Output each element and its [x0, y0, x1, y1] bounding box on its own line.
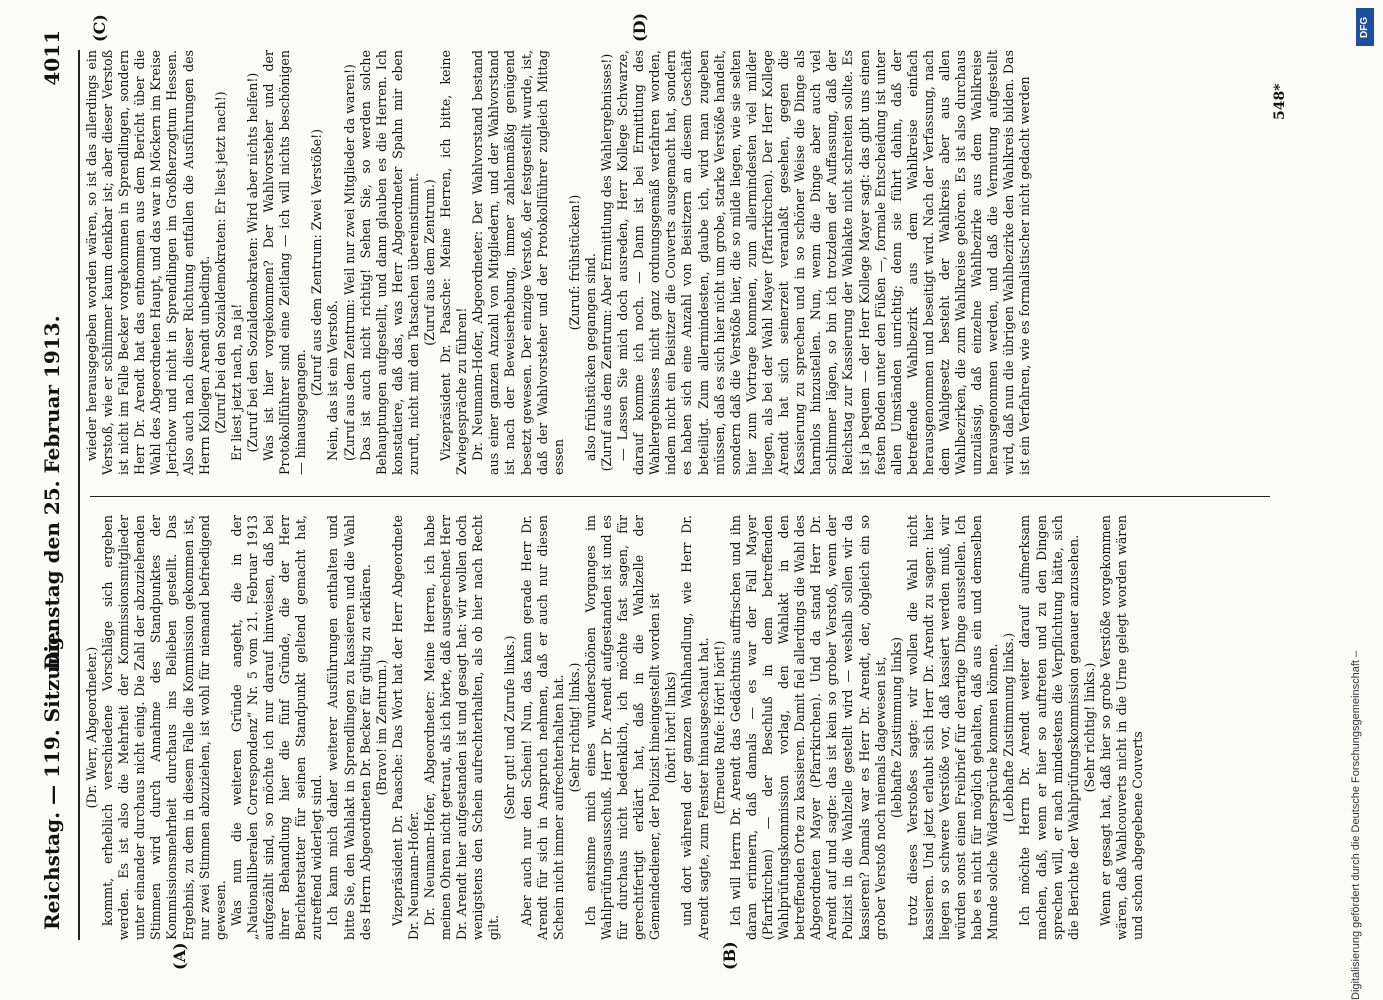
paragraph: Ich möchte Herrn Dr. Arendt weiter darauf aufmerksam machen, daß, wenn er hier so auftreten und zu den Dingen sprechen will, er nach mindestens die Verpflichtung hätte, sich die Berichte der Wahlprüfungskommission genauer anzusehen.: [1017, 515, 1081, 940]
paragraph: (Zuruf bei den Sozialdemokraten: Wird aber nichts helfen!): [244, 72, 260, 453]
paragraph: kommt, erheblich verschiedene Vorschläge sich ergeben werden. Es ist also die Mehrheit der Kommissionsmitglieder unter einander durchaus nicht einig. Die Zahl der abzuziehenden Stimmen wird durch Annahme des Standpunktes der Kommissionsmehrheit durchaus ins Belieben gestellt. Das Ergebnis, zu dem in diesem Falle die Kommission gekommen ist, nur zwei Stimmen abzuziehen, ist wohl für niemand befriedigend gewesen.: [100, 515, 228, 940]
paragraph: (Zuruf aus dem Zentrum.): [421, 179, 437, 346]
footer-mark: 548*: [1272, 83, 1288, 120]
paragraph: (Zuruf aus dem Zentrum: Weil nur zwei Mitglieder da waren!): [341, 64, 357, 461]
paragraph: Er liest jetzt nach, na ja!: [228, 303, 244, 461]
page-header: [34, 0, 74, 1000]
paragraph: also frühstücken gegangen sind.: [582, 253, 598, 461]
page-number: 4011: [40, 30, 64, 86]
paragraph: (hört! hört! links): [663, 671, 679, 784]
marker-b: (B): [720, 941, 739, 970]
marker-c: (C): [90, 14, 109, 42]
header-center: Dienstag den 25. Februar 1913.: [40, 315, 64, 670]
column-divider: [90, 496, 1270, 497]
paragraph: (Zuruf: frühstücken!): [566, 194, 582, 331]
paragraph: (Dr. Werr, Abgeordneter.): [84, 646, 99, 809]
marker-d: (D): [630, 12, 649, 42]
left-column: [84, 515, 1146, 940]
paragraph: Aber auch nur den Schein! Nun, das kann gerade Herr Dr. Arendt für sich in Anspruch nehmen, daß er auch nur diesen Schein nicht immer aufrechterhalten hat.: [518, 515, 566, 940]
dfg-logo: DFG: [1356, 8, 1374, 46]
paragraph: Vizepräsident Dr. Paasche: Meine Herren, ich bitte, keine Zwiegespräche zu führen!: [438, 50, 470, 475]
paragraph: Das ist auch nicht richtig! Sehen Sie, so werden solche Behauptungen aufgestellt, und dann glauben es die Herren. Ich konstatiere, daß das, was Herr Abgeordneter Spahn mir eben zuruft, nicht mit den Tatsachen übereinstimmt.: [357, 50, 421, 475]
header-left: Reichstag. — 119. Sitzung.: [40, 629, 64, 930]
paragraph: Was ist hier vorgekommen? Der Wahlvorsteher und der Protokollführer sind eine Zeitlang — ich will nichts beschönigen — hinausgegangen.: [261, 50, 309, 475]
header-rule: [78, 50, 80, 940]
paragraph: (Zuruf aus dem Zentrum: Zwei Verstöße!): [309, 128, 325, 397]
paragraph: Ich kann mich daher weiterer Ausführungen enthalten und bitte Sie, den Wahlakt in Sprendlingen zu kassieren und die Wahl des Herrn Abgeordneten Dr. Becker für gültig zu erklären.: [325, 515, 373, 940]
paragraph: Ich entsinne mich eines wunderschönen Vorganges im Wahlprüfungsausschuß. Herr Dr. Arendt aufgestanden ist und es für durchaus nicht bedenklich, ich möchte fast sagen, für gerechtfertigt erklärt hat, daß in die Wahlzelle der Gemeindediener, der Polizist hineingestellt worden ist: [582, 515, 663, 940]
paragraph: (Erneute Rufe: Hört! hört!): [711, 640, 727, 815]
paragraph: (Sehr gut! und Zurufe links.): [502, 635, 518, 820]
paragraph: Was nun die weiteren Gründe angeht, die in der „Nationalliberalen Correspondenz“ Nr. 5 vom 21. Februar 1913 aufgezählt sind, so möchte ich nur darauf hinweisen, daß bei ihrer Behandlung hier die fünf Gründe, die der Herr Berichterstatter für seinen Standpunkt geltend gemacht hat, zutreffend widerlegt sind.: [228, 515, 325, 940]
paragraph: (Zuruf bei den Sozialdemokraten: Er liest jetzt nach!): [212, 91, 228, 434]
marker-a: (A): [170, 942, 189, 970]
paragraph: Dr. Neumann-Hofer, Abgeordneter: Meine Herren, ich habe meinen Ohren nicht getraut, als ich hörte, daß ausgerechnet Herr Dr. Arendt hier aufgestanden ist und gesagt hat: wir wollen doch wenigstens den Schein aufrechterhalten, als ob hier nach Recht gilt.: [421, 515, 502, 940]
paragraph: wieder herausgegeben worden wären, so ist das allerdings ein Verstoß, wie er schlimmer kaum denkbar ist; aber dieser Verstoß ist nicht im Falle Becker vorgekommen in Sprendlingen, sondern Herr Dr. Arendt hat das entnommen aus dem Bericht über die Wahl des Abgeordneten Haupt, und das war in Möckern im Kreise Jerichow und nicht in Sprendlingen im Großherzogtum Hessen. Also auch nach dieser Richtung entfallen die Ausführungen des Herrn Kollegen Arendt unbedingt.: [84, 50, 212, 475]
paragraph: trotz dieses Verstoßes sagte: wir wollen die Wahl nicht kassieren. Und jetzt erlaubt sich Herr Dr. Arendt zu sagen: hier liegen so schwere Verstöße vor, daß kassiert werden muß, wir würden sonst einen Freibrief für derartige Dinge ausstellen. Ich habe es nicht für möglich gehalten, daß aus ein und demselben Munde solche Widersprüche kommen können.: [904, 515, 1001, 940]
paragraph: Ich will Herrn Dr. Arendt das Gedächtnis auffrischen und ihn daran erinnern, daß damals — es war der Fall Mayer (Pfarrkirchen) — der Beschluß in dem betreffenden Wahlprüfungskommission vorlag, den Wahlakt in den betreffenden Orte zu kassieren. Damit fiel allerdings die Wahl des Abgeordneten Mayer (Pfarrkirchen). Und da stand Herr Dr. Arendt auf und sagte: das ist kein so grober Verstoß, wenn der Polizist in die Wahlzelle gestellt wird — weshalb sollen wir da kassieren? Damals war es Herr Dr. Arendt, der, obgleich ein so grober Verstoß noch niemals dagewesen ist,: [727, 515, 888, 940]
paragraph: Dr. Neumann-Hofer, Abgeordneter: Der Wahlvorstand bestand aus einer ganzen Anzahl von Mitgliedern, und der Wahlvorstand ist nach der Beweiserhebung, immer zahlenmäßig genügend besetzt gewesen. Der einzige Verstoß, der festgestellt wurde, ist, daß der Wahlvorsteher und der Protokollführer zugleich Mittag essen: [470, 50, 566, 475]
paragraph: (Bravo! im Zentrum.): [373, 659, 389, 796]
paragraph: Vizepräsident Dr. Paasche: Das Wort hat der Herr Abgeordnete Dr. Neumann-Hofer.: [389, 515, 421, 940]
paragraph: (Sehr richtig! links.): [566, 662, 582, 793]
paragraph: Wenn er gesagt hat, daß hier so grobe Verstöße vorgekommen wären, daß Wahlcouverts nicht in die Urne gelegt worden wären und schon abgegebene Couverts: [1097, 515, 1146, 940]
paragraph: und dort während der ganzen Wahlhandlung, wie Herr Dr. Arendt sagte, zum Fenster hinausgeschaut hat.: [679, 515, 711, 940]
paragraph: (lebhafte Zustimmung links): [888, 637, 904, 819]
right-column: [84, 50, 1034, 475]
paragraph: (Lebhafte Zustimmung links.): [1001, 632, 1017, 823]
paragraph: (Sehr richtig! links.): [1081, 662, 1097, 793]
dfg-note: Digitalisierung gefördert durch die Deutsche Forschungsgemeinschaft –: [1350, 650, 1362, 1000]
paragraph: Nein, das ist ein Verstoß.: [325, 300, 341, 461]
paragraph: (Zuruf aus dem Zentrum: Aber Ermittlung des Wahlergebnisses!): [599, 53, 614, 472]
dfg-sidebar: [1348, 0, 1383, 1000]
paragraph: — Lassen Sie mich doch ausreden, Herr Kollege Schwarze, darauf komme ich noch. — Dann ist bei Ermittlung des Wahlergebnisses nicht ganz ordnungsgemäß verfahren worden, indem nicht ein Beisitzer die Couverts ausgemacht hat, sondern es haben sich eine Anzahl von Beisitzern an diesem Geschäft beteiligt. Zum allermindesten, glaube ich, wird man zugeben müssen, daß es sich hier nicht um grobe, starke Verstöße handelt, sondern daß die Verstöße hier, die so milde liegen, wie sie selten hier zum Vortrage kommen, zum allermindesten viel milder liegen, als bei der Wahl Mayer (Pfarrkirchen). Der Herr Kollege Arendt hat sich seinerzeit veranlaßt gesehen, gegen die Kassierung zu sprechen und in so schöner Weise die Dinge als harmlos hinzustellen. Nun, wenn die Dinge aber auch viel schlimmer lägen, so bin ich trotzdem der Auffassung, daß der Reichstag zur Kassierung der Wahlakte nicht schreiten sollte. Es ist ja bequem — der Herr Kollege Mayer sagt: das gibt uns einen festen Boden unter den Füßen —, formale Entscheidung ist unter allen Umständen unrichtig; denn sie führt dahin, daß der betreffende Wahlbezirk aus dem Wahlkreise einfach herausgenommen und beseitigt wird. Nach der Verfassung, nach dem Wahlgesetz besteht der Wahlkreis aber aus allen Wahlbezirken, die zum Wahlkreise gehören. Es ist also durchaus unzulässig, daß einzelne Wahlbezirke aus dem Wahlkreise herausgenommen werden, und daß die Vermutung aufgestellt wird, daß nun die übrigen Wahlbezirke den Wahlkreis bilden. Das ist ein Verfahren, wie es formalistischer nicht gedacht werden: [615, 50, 1033, 475]
